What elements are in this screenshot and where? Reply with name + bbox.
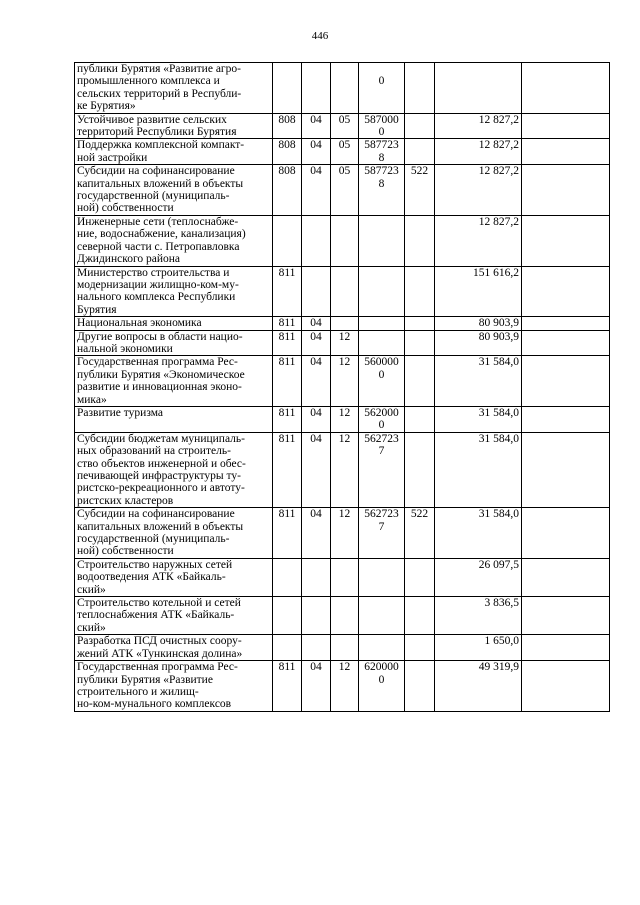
ministry-code-cell: [273, 406, 302, 432]
ministry-code-cell: [273, 635, 302, 661]
amount-cell: [435, 508, 522, 559]
extra-amount-cell: [522, 597, 610, 635]
budget-table-body: [75, 63, 610, 712]
subsection-code-cell: [331, 635, 359, 661]
amount-cell: [435, 139, 522, 165]
section-code-cell: [302, 597, 331, 635]
table-row: [75, 508, 610, 559]
table-row: [75, 356, 610, 407]
table-row: [75, 558, 610, 596]
amount-cell: [435, 635, 522, 661]
target-article-cell: [359, 63, 405, 114]
section-code-cell: [302, 165, 331, 216]
row-name-text: Строительство котельной и сетей теплоснабжения АТК «Байкаль- ский»: [77, 597, 241, 634]
row-name-text: Государственная программа Рес- публики Бурятия «Экономическое развитие и инновационная эконо- мика»: [77, 356, 245, 406]
row-name-text: Строительство наружных сетей водоотведения АТК «Байкаль- ский»: [77, 558, 233, 596]
section-code-cell: [302, 432, 331, 507]
ministry-code-text: 811: [278, 661, 296, 674]
target-article-cell: [359, 139, 405, 165]
amount-cell: [435, 330, 522, 356]
table-row: [75, 597, 610, 635]
subsection-code-text: 12: [338, 356, 351, 369]
table-row: [75, 661, 610, 712]
row-name-cell: [75, 317, 273, 330]
section-code-text: 04: [310, 139, 322, 152]
expense-type-cell: [405, 317, 435, 330]
amount-text: 151 616,2: [473, 266, 519, 279]
target-article-cell: [359, 661, 405, 712]
row-name-cell: [75, 356, 273, 407]
ministry-code-text: 811: [278, 406, 296, 419]
table-row: [75, 330, 610, 356]
row-name-text: Министерство строительства и модернизации жилищно-ком-му- нального комплекса Республики Бурятия: [77, 266, 239, 316]
target-article-cell: [359, 215, 405, 266]
expense-type-text: 522: [410, 165, 429, 178]
expense-type-cell: [405, 661, 435, 712]
subsection-code-cell: [331, 356, 359, 407]
row-name-text: Национальная экономика: [77, 317, 202, 330]
subsection-code-cell: [331, 508, 359, 559]
target-article-text: 587723 8: [364, 165, 399, 190]
target-article-text: 560000 0: [364, 356, 399, 381]
section-code-cell: [302, 508, 331, 559]
amount-text: 12 827,2: [478, 139, 519, 152]
row-name-cell: [75, 661, 273, 712]
ministry-code-text: 808: [278, 113, 296, 126]
row-name-cell: [75, 508, 273, 559]
amount-cell: [435, 356, 522, 407]
extra-amount-cell: [522, 215, 610, 266]
row-name-text: Государственная программа Рес- публики Бурятия «Развитие строительного и жилищ- но-ком-мунального комплексов: [77, 661, 238, 711]
section-code-text: 04: [310, 317, 322, 330]
target-article-text: 620000 0: [364, 661, 399, 686]
section-code-cell: [302, 215, 331, 266]
amount-text: 80 903,9: [478, 330, 519, 343]
amount-text: 12 827,2: [478, 113, 519, 126]
row-name-text: Устойчивое развитие сельских территорий Республики Бурятия: [77, 113, 237, 139]
table-row: [75, 215, 610, 266]
subsection-code-text: 12: [338, 661, 351, 674]
extra-amount-cell: [522, 266, 610, 317]
target-article-cell: [359, 432, 405, 507]
subsection-code-cell: [331, 165, 359, 216]
section-code-cell: [302, 330, 331, 356]
row-name-text: Поддержка комплексной компакт- ной застройки: [77, 139, 245, 164]
row-name-text: Другие вопросы в области нацио- нальной экономики: [77, 330, 243, 355]
section-code-text: 04: [310, 508, 322, 521]
expense-type-cell: [405, 635, 435, 661]
row-name-text: Субсидии на софинансирование капитальных вложений в объекты государственной (муниципаль- ной) собственности: [77, 165, 244, 215]
section-code-text: 04: [310, 330, 322, 343]
section-code-cell: [302, 63, 331, 114]
ministry-code-cell: [273, 165, 302, 216]
amount-cell: [435, 558, 522, 596]
ministry-code-text: 811: [278, 508, 296, 521]
ministry-code-text: 811: [278, 266, 296, 279]
extra-amount-cell: [522, 661, 610, 712]
expense-type-cell: [405, 215, 435, 266]
row-name-text: Субсидии на софинансирование капитальных вложений в объекты государственной (муниципаль- ной) собственности: [77, 508, 244, 558]
amount-text: 3 836,5: [484, 597, 519, 610]
amount-text: 26 097,5: [478, 558, 519, 571]
amount-cell: [435, 113, 522, 139]
subsection-code-text: 12: [338, 432, 351, 445]
extra-amount-cell: [522, 356, 610, 407]
table-row: [75, 317, 610, 330]
expense-type-cell: [405, 406, 435, 432]
expense-type-cell: [405, 113, 435, 139]
row-name-text: Инженерные сети (теплоснабже- ние, водоснабжение, канализация) северной части с. Петропавловка Джидинского района: [77, 215, 246, 266]
target-article-cell: [359, 317, 405, 330]
section-code-cell: [302, 317, 331, 330]
row-name-cell: [75, 139, 273, 165]
row-name-cell: [75, 330, 273, 356]
subsection-code-cell: [331, 215, 359, 266]
expense-type-cell: [405, 63, 435, 114]
table-row: [75, 432, 610, 507]
expense-type-cell: [405, 432, 435, 507]
ministry-code-cell: [273, 63, 302, 114]
target-article-cell: [359, 165, 405, 216]
section-code-text: 04: [310, 661, 322, 674]
extra-amount-cell: [522, 139, 610, 165]
table-row: [75, 63, 610, 114]
ministry-code-cell: [273, 597, 302, 635]
target-article-text: 587723 8: [364, 139, 399, 164]
subsection-code-cell: [331, 63, 359, 114]
row-name-cell: [75, 558, 273, 596]
amount-cell: [435, 432, 522, 507]
subsection-code-text: 05: [338, 113, 351, 126]
target-article-cell: [359, 558, 405, 596]
extra-amount-cell: [522, 432, 610, 507]
extra-amount-cell: [522, 317, 610, 330]
target-article-text: 562723 7: [364, 508, 399, 533]
ministry-code-cell: [273, 113, 302, 139]
target-article-text: 587000 0: [364, 113, 399, 139]
page-number: 446: [311, 30, 329, 42]
ministry-code-cell: [273, 356, 302, 407]
ministry-code-text: 808: [278, 165, 296, 178]
table-row: [75, 635, 610, 661]
ministry-code-text: 808: [278, 139, 296, 152]
ministry-code-cell: [273, 266, 302, 317]
amount-text: 31 584,0: [478, 356, 519, 369]
row-name-cell: [75, 406, 273, 432]
amount-text: 1 650,0: [484, 635, 519, 648]
ministry-code-text: 811: [278, 330, 296, 343]
section-code-cell: [302, 356, 331, 407]
amount-cell: [435, 63, 522, 114]
row-name-cell: [75, 635, 273, 661]
subsection-code-text: 05: [338, 139, 351, 152]
expense-type-cell: [405, 597, 435, 635]
expense-type-cell: [405, 330, 435, 356]
amount-cell: [435, 165, 522, 216]
expense-type-cell: [405, 266, 435, 317]
expense-type-cell: [405, 558, 435, 596]
subsection-code-cell: [331, 266, 359, 317]
amount-cell: [435, 406, 522, 432]
row-name-cell: [75, 63, 273, 114]
ministry-code-text: 811: [278, 356, 296, 369]
target-article-text: 0: [378, 75, 385, 88]
section-code-cell: [302, 635, 331, 661]
subsection-code-cell: [331, 661, 359, 712]
row-name-cell: [75, 165, 273, 216]
row-name-cell: [75, 597, 273, 635]
subsection-code-text: 12: [338, 508, 351, 521]
target-article-text: 562000 0: [364, 406, 399, 432]
target-article-text: 562723 7: [364, 432, 399, 458]
table-row: [75, 113, 610, 139]
extra-amount-cell: [522, 558, 610, 596]
subsection-code-cell: [331, 597, 359, 635]
section-code-cell: [302, 266, 331, 317]
target-article-cell: [359, 266, 405, 317]
subsection-code-cell: [331, 406, 359, 432]
row-name-cell: [75, 266, 273, 317]
section-code-cell: [302, 113, 331, 139]
amount-text: 31 584,0: [478, 508, 519, 521]
ministry-code-text: 811: [278, 432, 296, 445]
subsection-code-text: 12: [338, 330, 351, 343]
subsection-code-cell: [331, 432, 359, 507]
target-article-cell: [359, 635, 405, 661]
amount-text: 31 584,0: [478, 432, 519, 445]
amount-text: 12 827,2: [478, 215, 519, 228]
subsection-code-text: 05: [338, 165, 351, 178]
target-article-cell: [359, 406, 405, 432]
extra-amount-cell: [522, 508, 610, 559]
expense-type-cell: [405, 165, 435, 216]
section-code-text: 04: [310, 113, 322, 126]
amount-text: 12 827,2: [478, 165, 519, 178]
expense-type-cell: [405, 356, 435, 407]
row-name-text: Субсидии бюджетам муниципаль- ных образований на строитель- ство объектов инженерной и обес- печивающей инфраструктуры ту- ристско-рекреационного и автоту- ристских кластеров: [77, 432, 246, 507]
row-name-text: Развитие туризма: [77, 406, 163, 419]
row-name-cell: [75, 113, 273, 139]
amount-cell: [435, 266, 522, 317]
row-name-cell: [75, 432, 273, 507]
section-code-cell: [302, 558, 331, 596]
row-name-text: Разработка ПСД очистных соору- жений АТК «Тункинская долина»: [77, 635, 243, 660]
extra-amount-cell: [522, 330, 610, 356]
target-article-cell: [359, 508, 405, 559]
amount-cell: [435, 597, 522, 635]
extra-amount-cell: [522, 165, 610, 216]
subsection-code-cell: [331, 113, 359, 139]
section-code-text: 04: [310, 432, 322, 445]
ministry-code-text: 811: [278, 317, 296, 330]
target-article-cell: [359, 597, 405, 635]
amount-text: 49 319,9: [478, 661, 519, 674]
section-code-cell: [302, 406, 331, 432]
amount-cell: [435, 317, 522, 330]
ministry-code-cell: [273, 317, 302, 330]
target-article-cell: [359, 356, 405, 407]
extra-amount-cell: [522, 113, 610, 139]
extra-amount-cell: [522, 635, 610, 661]
target-article-cell: [359, 330, 405, 356]
subsection-code-cell: [331, 317, 359, 330]
section-code-text: 04: [310, 356, 322, 369]
amount-cell: [435, 661, 522, 712]
ministry-code-cell: [273, 139, 302, 165]
budget-table: [74, 62, 610, 712]
amount-cell: [435, 215, 522, 266]
ministry-code-cell: [273, 558, 302, 596]
ministry-code-cell: [273, 661, 302, 712]
ministry-code-cell: [273, 215, 302, 266]
section-code-cell: [302, 661, 331, 712]
row-name-cell: [75, 215, 273, 266]
extra-amount-cell: [522, 406, 610, 432]
expense-type-cell: [405, 508, 435, 559]
subsection-code-cell: [331, 139, 359, 165]
ministry-code-cell: [273, 330, 302, 356]
extra-amount-cell: [522, 63, 610, 114]
table-row: [75, 406, 610, 432]
ministry-code-cell: [273, 508, 302, 559]
subsection-code-cell: [331, 558, 359, 596]
ministry-code-cell: [273, 432, 302, 507]
amount-text: 31 584,0: [478, 406, 519, 419]
amount-text: 80 903,9: [478, 317, 519, 330]
table-row: [75, 139, 610, 165]
row-name-text: публики Бурятия «Развитие агро- промышленного комплекса и сельских территорий в Республи- ке Бурятия»: [77, 63, 242, 113]
table-row: [75, 266, 610, 317]
section-code-text: 04: [310, 165, 322, 178]
section-code-text: 04: [310, 406, 322, 419]
subsection-code-cell: [331, 330, 359, 356]
subsection-code-text: 12: [338, 406, 351, 419]
table-row: [75, 165, 610, 216]
target-article-cell: [359, 113, 405, 139]
expense-type-text: 522: [410, 508, 429, 521]
expense-type-cell: [405, 139, 435, 165]
section-code-cell: [302, 139, 331, 165]
